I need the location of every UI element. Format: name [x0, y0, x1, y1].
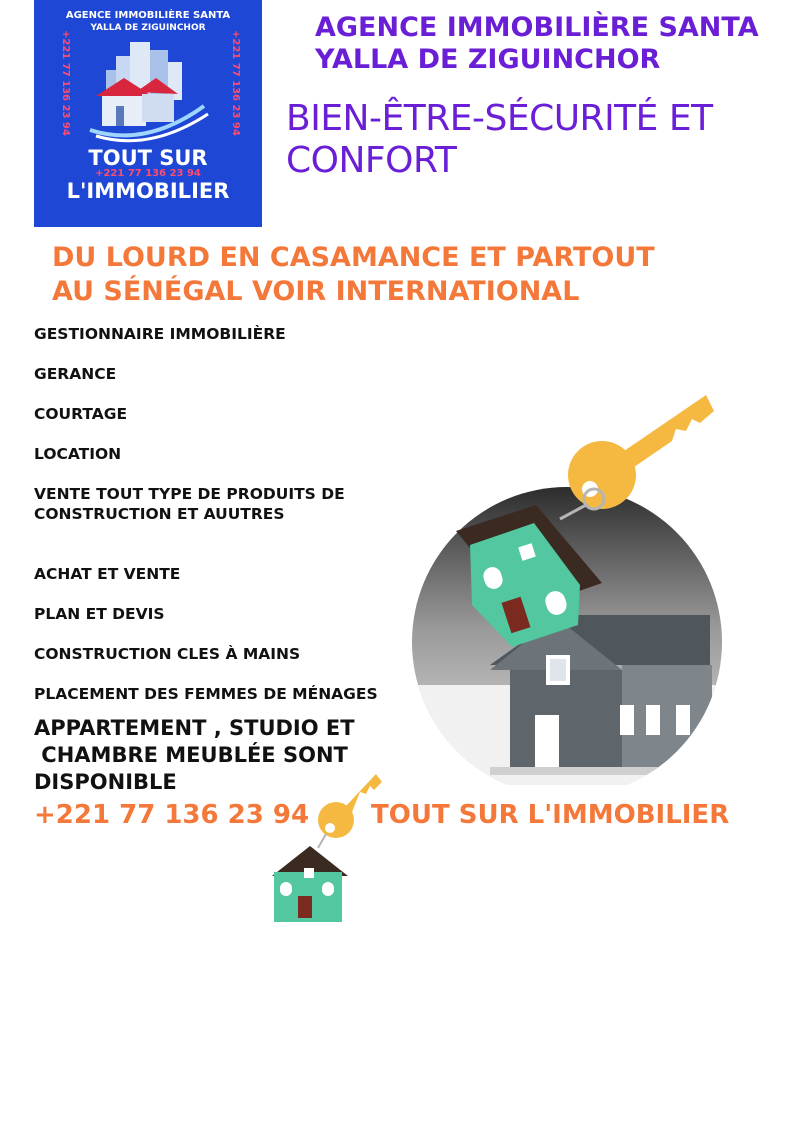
- service-item: COURTAGE: [34, 405, 128, 423]
- house-photo-icon: [410, 385, 730, 785]
- service-item: PLAN ET DEVIS: [34, 605, 165, 623]
- logo-side-phone-right: +221 77 136 23 94: [230, 30, 241, 136]
- service-item: GESTIONNAIRE IMMOBILIÈRE: [34, 325, 286, 343]
- service-item: VENTE TOUT TYPE DE PRODUITS DE: [34, 485, 345, 503]
- city-house-logo-icon: [86, 36, 210, 144]
- service-item: CONSTRUCTION CLES À MAINS: [34, 645, 301, 663]
- logo-agency-line2: YALLA DE ZIGUINCHOR: [90, 23, 206, 33]
- service-item: ACHAT ET VENTE: [34, 565, 181, 583]
- logo-tout-sur: TOUT SUR: [88, 146, 208, 170]
- small-house-key-icon: [268, 768, 386, 924]
- footer-tagline: TOUT SUR L'IMMOBILIER: [371, 800, 730, 830]
- slogan-line1: BIEN-ÊTRE-SÉCURITÉ ET: [286, 98, 713, 139]
- availability-line2: CHAMBRE MEUBLÉE SONT: [34, 743, 348, 767]
- logo-phone: +221 77 136 23 94: [95, 168, 201, 179]
- availability-line3: DISPONIBLE: [34, 770, 177, 794]
- headline-line1: DU LOURD EN CASAMANCE ET PARTOUT: [52, 242, 655, 273]
- headline: [52, 241, 772, 309]
- slogan-line2: CONFORT: [286, 140, 457, 181]
- logo-immobilier: L'IMMOBILIER: [66, 179, 230, 203]
- availability-line1: APPARTEMENT , STUDIO ET: [34, 716, 355, 740]
- service-item: CONSTRUCTION ET AUUTRES: [34, 505, 285, 523]
- logo-agency-line1: AGENCE IMMOBILIÈRE SANTA: [65, 10, 231, 21]
- contact-phone: +221 77 136 23 94: [34, 800, 310, 830]
- service-item: PLACEMENT DES FEMMES DE MÉNAGES: [34, 685, 378, 703]
- headline-line2: AU SÉNÉGAL VOIR INTERNATIONAL: [52, 276, 580, 307]
- service-item: GERANCE: [34, 365, 117, 383]
- agency-title: [315, 12, 785, 76]
- agency-title-line1: AGENCE IMMOBILIÈRE SANTA: [315, 12, 759, 43]
- logo-side-phone-left: +221 77 136 23 94: [60, 30, 71, 136]
- agency-title-line2: YALLA DE ZIGUINCHOR: [315, 44, 661, 75]
- agency-logo: [34, 0, 262, 227]
- service-item: LOCATION: [34, 445, 122, 463]
- slogan: [286, 98, 786, 182]
